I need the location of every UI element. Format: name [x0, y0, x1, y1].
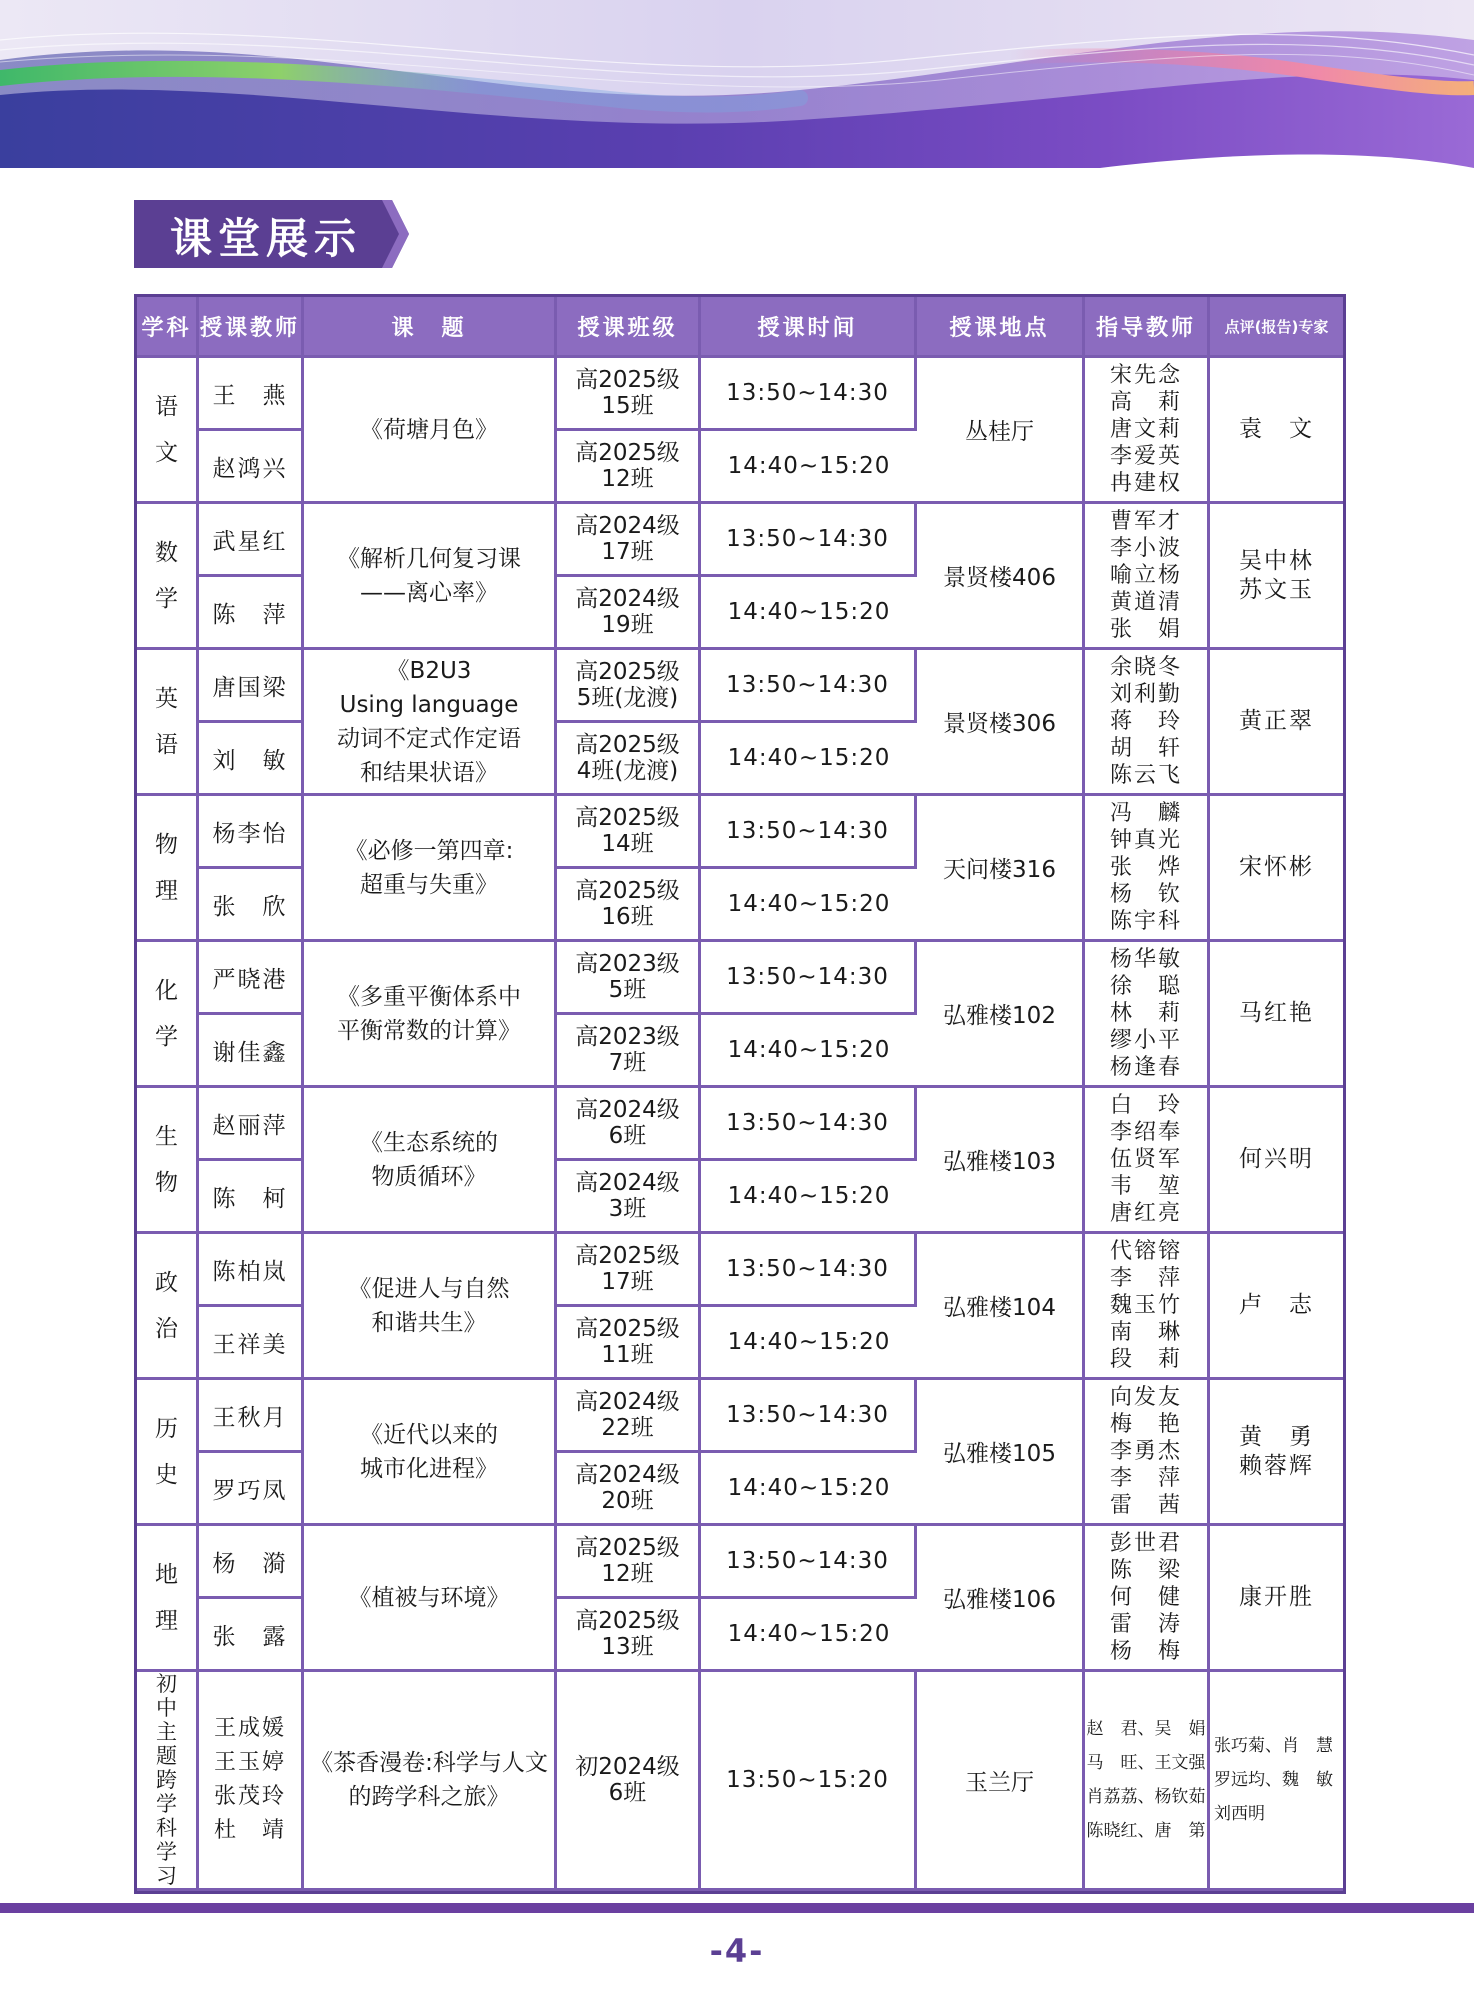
subject-name: 化学 [155, 977, 178, 1050]
header-subject: 学科 [137, 297, 199, 358]
topic-cell: 《生态系统的 物质循环》 [304, 1088, 557, 1234]
footer-divider [0, 1903, 1474, 1913]
topic-cell: 《B2U3 Using language 动词不定式作定语 和结果状语》 [304, 650, 557, 796]
mentor-cell: 冯 麟 钟真光 张 烨 杨 钦 陈宇科 [1085, 796, 1210, 942]
subject-cell [137, 942, 199, 1088]
class-cell: 初2024级 6班 [557, 1672, 701, 1891]
class-cell: 高2024级 19班 [557, 577, 701, 650]
section-title-text: 课堂展示 [170, 214, 363, 263]
page-number: -4- [709, 1932, 765, 1970]
teacher-cell: 王秋月 [199, 1380, 304, 1453]
decorative-banner [0, 0, 1474, 168]
header-time: 授课时间 [701, 297, 917, 358]
teacher-cell: 刘 敏 [199, 723, 304, 796]
subject-name: 数学 [155, 539, 178, 612]
class-cell: 高2025级 14班 [557, 796, 701, 869]
mentor-cell: 宋先念 高 莉 唐文莉 李爱英 冉建权 [1085, 358, 1210, 504]
topic-cell: 《解析几何复习课 ——离心率》 [304, 504, 557, 650]
table-row [137, 504, 1343, 577]
time-cell: 13:50~14:30 [701, 796, 917, 869]
teacher-cell: 罗巧凤 [199, 1453, 304, 1526]
teacher-cell: 王成媛 王玉婷 张茂玲 杜 靖 [199, 1672, 304, 1891]
location-cell: 弘雅楼105 [917, 1380, 1085, 1526]
teacher-cell: 赵丽萍 [199, 1088, 304, 1161]
table-row-cross-disciplinary [137, 1672, 1343, 1891]
time-cell: 14:40~15:20 [701, 431, 917, 504]
time-cell: 14:40~15:20 [701, 723, 917, 796]
subject-cell [137, 358, 199, 504]
class-cell: 高2024级 22班 [557, 1380, 701, 1453]
expert-cell: 何兴明 [1210, 1088, 1343, 1234]
expert-cell: 黄正翠 [1210, 650, 1343, 796]
teacher-cell: 陈柏岚 [199, 1234, 304, 1307]
class-cell: 高2025级 16班 [557, 869, 701, 942]
time-cell: 13:50~14:30 [701, 358, 917, 431]
mentor-cell: 代镕镕 李 萍 魏玉竹 南 琳 段 莉 [1085, 1234, 1210, 1380]
header-expert: 点评(报告)专家 [1210, 297, 1343, 358]
time-cell: 13:50~14:30 [701, 650, 917, 723]
header-teacher: 授课教师 [199, 297, 304, 358]
time-cell: 13:50~14:30 [701, 1234, 917, 1307]
teacher-cell: 杨 漪 [199, 1526, 304, 1599]
header-class: 授课班级 [557, 297, 701, 358]
topic-cell: 《茶香漫卷:科学与人文 的跨学科之旅》 [304, 1672, 557, 1891]
teacher-cell: 武星红 [199, 504, 304, 577]
teacher-cell: 严晓港 [199, 942, 304, 1015]
mentor-cell: 杨华敏 徐 聪 林 莉 缪小平 杨逢春 [1085, 942, 1210, 1088]
subject-name: 物理 [155, 831, 178, 904]
teacher-cell: 唐国梁 [199, 650, 304, 723]
table-row [137, 1526, 1343, 1599]
subject-cell [137, 1380, 199, 1526]
subject-cell [137, 504, 199, 650]
time-cell: 14:40~15:20 [701, 1307, 917, 1380]
table-row [137, 1088, 1343, 1161]
location-cell: 景贤楼306 [917, 650, 1085, 796]
location-cell: 天问楼316 [917, 796, 1085, 942]
mentor-cell: 赵 君、吴 娟 马 旺、王文强 肖荔荔、杨钦茹 陈晓红、唐 第 [1085, 1672, 1210, 1891]
location-cell: 景贤楼406 [917, 504, 1085, 650]
class-cell: 高2024级 17班 [557, 504, 701, 577]
teacher-cell: 杨李怡 [199, 796, 304, 869]
subject-cell [137, 1234, 199, 1380]
class-cell: 高2025级 5班(龙渡) [557, 650, 701, 723]
subject-name: 地理 [155, 1561, 178, 1634]
header-location: 授课地点 [917, 297, 1085, 358]
section-title [134, 200, 409, 268]
class-cell: 高2024级 3班 [557, 1161, 701, 1234]
location-cell: 丛桂厅 [917, 358, 1085, 504]
time-cell: 14:40~15:20 [701, 869, 917, 942]
subject-cell [137, 1088, 199, 1234]
expert-cell: 康开胜 [1210, 1526, 1343, 1672]
subject-cell [137, 1672, 199, 1891]
time-cell: 13:50~14:30 [701, 1088, 917, 1161]
topic-cell: 《植被与环境》 [304, 1526, 557, 1672]
topic-cell: 《多重平衡体系中 平衡常数的计算》 [304, 942, 557, 1088]
topic-cell: 《荷塘月色》 [304, 358, 557, 504]
teacher-cell: 张 露 [199, 1599, 304, 1672]
topic-cell: 《近代以来的 城市化进程》 [304, 1380, 557, 1526]
teacher-cell: 陈 柯 [199, 1161, 304, 1234]
time-cell: 13:50~14:30 [701, 1526, 917, 1599]
mentor-cell: 余晓冬 刘利勤 蒋 玲 胡 轩 陈云飞 [1085, 650, 1210, 796]
location-cell: 玉兰厅 [917, 1672, 1085, 1891]
table-row [137, 650, 1343, 723]
subject-name: 政治 [155, 1269, 178, 1342]
subject-name: 生物 [155, 1123, 178, 1196]
class-cell: 高2025级 12班 [557, 1526, 701, 1599]
expert-cell: 吴中林 苏文玉 [1210, 504, 1343, 650]
teacher-cell: 赵鸿兴 [199, 431, 304, 504]
subject-name: 历史 [155, 1415, 178, 1488]
location-cell: 弘雅楼106 [917, 1526, 1085, 1672]
class-cell: 高2023级 7班 [557, 1015, 701, 1088]
table-row [137, 358, 1343, 431]
subject-cell [137, 1526, 199, 1672]
mentor-cell: 向发友 梅 艳 李勇杰 李 萍 雷 茜 [1085, 1380, 1210, 1526]
time-cell: 14:40~15:20 [701, 1599, 917, 1672]
time-cell: 13:50~15:20 [701, 1672, 917, 1891]
time-cell: 13:50~14:30 [701, 1380, 917, 1453]
class-cell: 高2024级 20班 [557, 1453, 701, 1526]
topic-cell: 《促进人与自然 和谐共生》 [304, 1234, 557, 1380]
expert-cell: 张巧菊、肖 慧 罗远均、魏 敏 刘西明 [1210, 1672, 1343, 1891]
expert-cell: 卢 志 [1210, 1234, 1343, 1380]
class-cell: 高2025级 15班 [557, 358, 701, 431]
time-cell: 14:40~15:20 [701, 1453, 917, 1526]
time-cell: 14:40~15:20 [701, 1161, 917, 1234]
teacher-cell: 张 欣 [199, 869, 304, 942]
expert-cell: 马红艳 [1210, 942, 1343, 1088]
time-cell: 13:50~14:30 [701, 942, 917, 1015]
expert-cell: 黄 勇 赖蓉辉 [1210, 1380, 1343, 1526]
time-cell: 14:40~15:20 [701, 1015, 917, 1088]
time-cell: 13:50~14:30 [701, 504, 917, 577]
class-cell: 高2025级 4班(龙渡) [557, 723, 701, 796]
subject-name: 语文 [155, 393, 178, 466]
table-row [137, 796, 1343, 869]
class-cell: 高2025级 13班 [557, 1599, 701, 1672]
header-row [137, 297, 1343, 358]
mentor-cell: 曹军才 李小波 喻立杨 黄道清 张 娟 [1085, 504, 1210, 650]
subject-cell [137, 650, 199, 796]
mentor-cell: 白 玲 李绍奉 伍贤军 韦 堃 唐红亮 [1085, 1088, 1210, 1234]
class-cell: 高2025级 17班 [557, 1234, 701, 1307]
location-cell: 弘雅楼102 [917, 942, 1085, 1088]
table-row [137, 942, 1343, 1015]
expert-cell: 宋怀彬 [1210, 796, 1343, 942]
table-row [137, 1234, 1343, 1307]
location-cell: 弘雅楼103 [917, 1088, 1085, 1234]
subject-name: 英语 [155, 685, 178, 758]
teacher-cell: 王祥美 [199, 1307, 304, 1380]
teacher-cell: 王 燕 [199, 358, 304, 431]
mentor-cell: 彭世君 陈 梁 何 健 雷 涛 杨 梅 [1085, 1526, 1210, 1672]
schedule-table [134, 294, 1346, 1894]
header-mentor: 指导教师 [1085, 297, 1210, 358]
time-cell: 14:40~15:20 [701, 577, 917, 650]
topic-cell: 《必修一第四章: 超重与失重》 [304, 796, 557, 942]
schedule-body [137, 358, 1343, 1891]
subject-name: 初中主题跨学科学习 [156, 1672, 177, 1888]
teacher-cell: 陈 萍 [199, 577, 304, 650]
class-cell: 高2023级 5班 [557, 942, 701, 1015]
class-cell: 高2025级 12班 [557, 431, 701, 504]
header-topic: 课 题 [304, 297, 557, 358]
class-cell: 高2024级 6班 [557, 1088, 701, 1161]
class-cell: 高2025级 11班 [557, 1307, 701, 1380]
subject-cell [137, 796, 199, 942]
expert-cell: 袁 文 [1210, 358, 1343, 504]
location-cell: 弘雅楼104 [917, 1234, 1085, 1380]
table-row [137, 1380, 1343, 1453]
teacher-cell: 谢佳鑫 [199, 1015, 304, 1088]
